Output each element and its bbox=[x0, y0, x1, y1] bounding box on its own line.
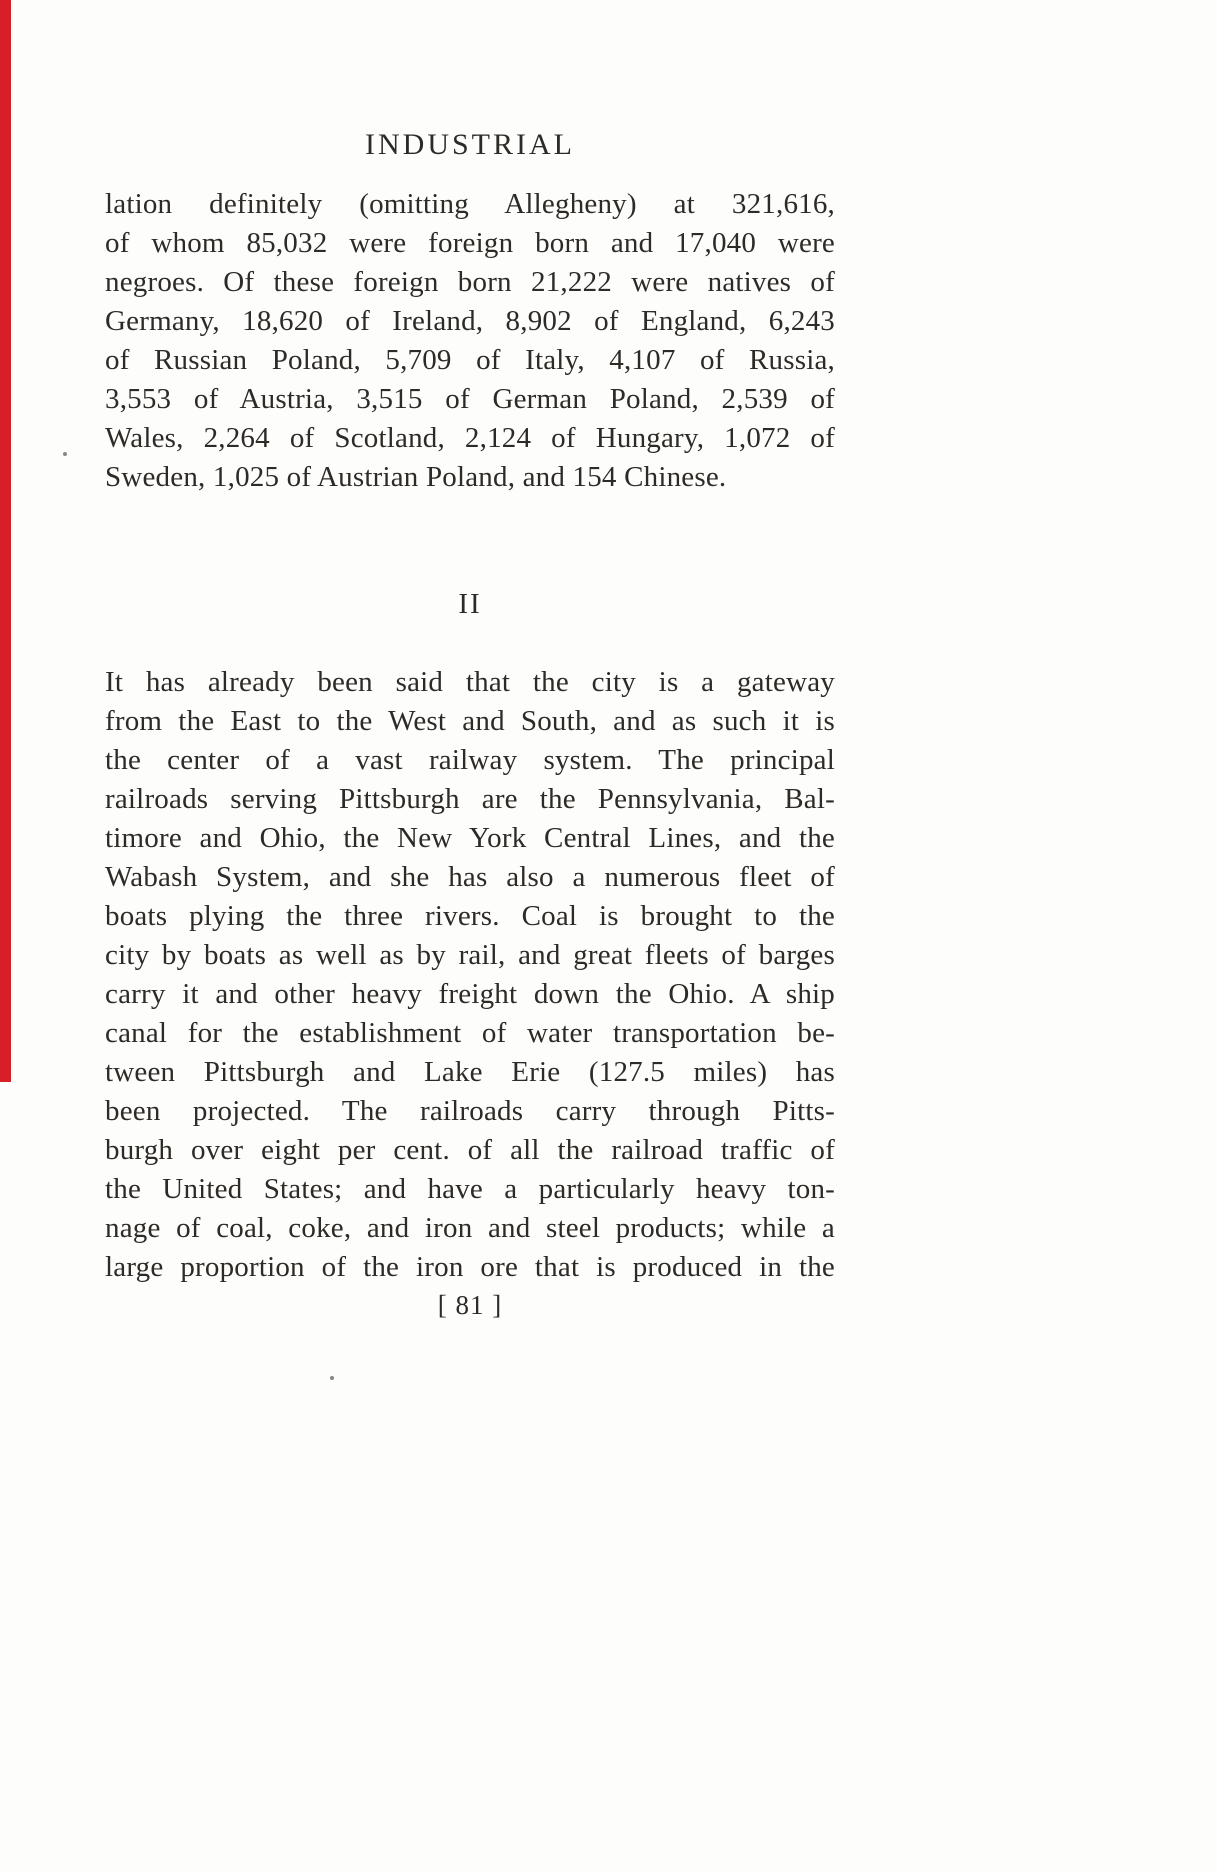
text-line: large proportion of the iron ore that is produced in the bbox=[105, 1251, 835, 1283]
paragraph-railroads bbox=[105, 663, 835, 1287]
paragraph-population-statistics bbox=[105, 185, 835, 497]
chapter-running-header: INDUSTRIAL bbox=[365, 128, 575, 161]
page-number: [ 81 ] bbox=[437, 1290, 503, 1320]
text-line: boats plying the three rivers. Coal is brought to the bbox=[105, 900, 835, 932]
text-line: burgh over eight per cent. of all the railroad traffic of bbox=[105, 1134, 835, 1166]
book-edge-red-strip bbox=[0, 0, 11, 1082]
text-line: of Russian Poland, 5,709 of Italy, 4,107 of Russia, bbox=[105, 344, 835, 376]
section-number-heading: II bbox=[458, 588, 482, 620]
text-line: It has already been said that the city is a gateway bbox=[105, 666, 835, 698]
text-line: 3,553 of Austria, 3,515 of German Poland, 2,539 of bbox=[105, 383, 835, 415]
text-line: been projected. The railroads carry through Pitts- bbox=[105, 1095, 835, 1127]
text-line: the center of a vast railway system. The principal bbox=[105, 744, 835, 776]
scan-speck bbox=[63, 452, 67, 456]
scan-speck bbox=[330, 1376, 334, 1380]
text-line: carry it and other heavy freight down the Ohio. A ship bbox=[105, 978, 835, 1010]
text-line: Wabash System, and she has also a numerous fleet of bbox=[105, 861, 835, 893]
text-line: Sweden, 1,025 of Austrian Poland, and 154 Chinese. bbox=[105, 461, 727, 493]
text-line: railroads serving Pittsburgh are the Pennsylvania, Bal- bbox=[105, 783, 835, 815]
text-line: lation definitely (omitting Allegheny) at 321,616, bbox=[105, 188, 835, 220]
text-line: tween Pittsburgh and Lake Erie (127.5 miles) has bbox=[105, 1056, 835, 1088]
text-line: timore and Ohio, the New York Central Lines, and the bbox=[105, 822, 835, 854]
text-line: negroes. Of these foreign born 21,222 were natives of bbox=[105, 266, 835, 298]
text-line: city by boats as well as by rail, and great fleets of barges bbox=[105, 939, 835, 971]
text-line: the United States; and have a particularly heavy ton- bbox=[105, 1173, 835, 1205]
text-line: Wales, 2,264 of Scotland, 2,124 of Hungary, 1,072 of bbox=[105, 422, 835, 454]
text-line: canal for the establishment of water transportation be- bbox=[105, 1017, 835, 1049]
text-line: Germany, 18,620 of Ireland, 8,902 of England, 6,243 bbox=[105, 305, 835, 337]
text-line: of whom 85,032 were foreign born and 17,040 were bbox=[105, 227, 835, 259]
text-line: nage of coal, coke, and iron and steel products; while a bbox=[105, 1212, 835, 1244]
text-line: from the East to the West and South, and as such it is bbox=[105, 705, 835, 737]
